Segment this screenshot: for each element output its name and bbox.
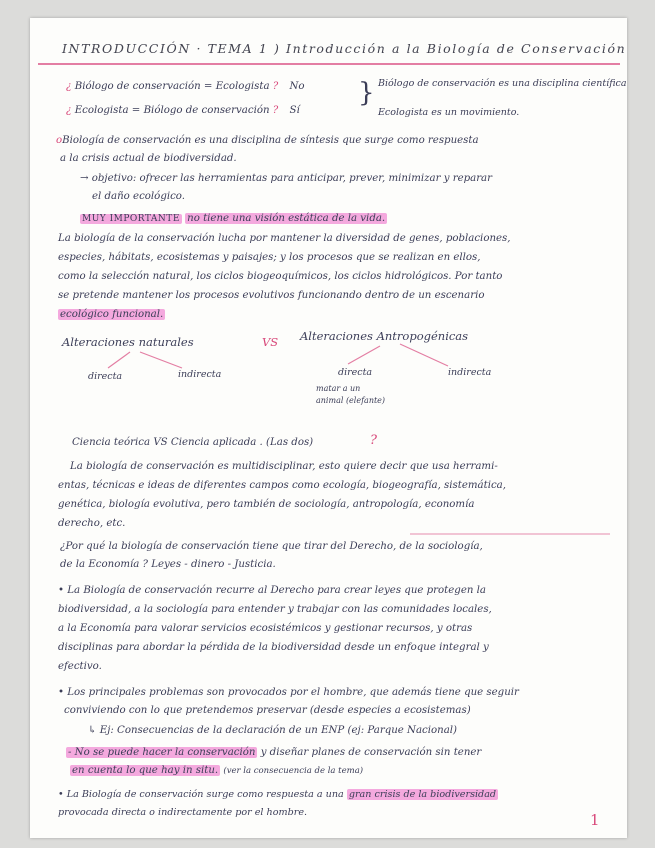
q2-text: Ecologista = Biólogo de conservación [74, 105, 270, 116]
muy-importante-label: MUY IMPORTANTE [82, 214, 180, 224]
definition-text-1: Biología de conservación es una disciplina de síntesis que surge como respuesta [62, 135, 479, 146]
q2-qmark: ? [272, 105, 279, 116]
q2-answer: Sí [289, 105, 300, 116]
paragraph-2-line-1: La biología de conservación es multidisciplinar, esto quiere decir que usa herrami- [70, 461, 498, 472]
section-divider [410, 533, 610, 535]
no-se-line-2 [70, 764, 363, 778]
ciencia-question: ? [370, 433, 377, 448]
final-text-1: • La Biología de conservación surge como respuesta a una [58, 789, 344, 800]
no-se-line-1 [66, 746, 481, 759]
final-line-2: provocada directa o indirectamente por el hombre. [58, 807, 308, 818]
paragraph-2-line-3: genética, biología evolutiva, pero también de sociología, antropología, economía [58, 499, 475, 510]
indirecta-antropogenica: indirecta [448, 367, 492, 378]
paragraph-2-line-2: entas, técnicas e ideas de diferentes campos como ecología, biogeografía, sistemática, [58, 480, 506, 491]
question-3-line-1: ¿Por qué la biología de conservación tiene que tirar del Derecho, de la sociología, [60, 541, 483, 552]
muy-importante-text: no tiene una visión estática de la vida. [187, 213, 386, 224]
no-se-text-1: y diseñar planes de conservación sin tener [260, 747, 482, 758]
alteraciones-antropogenicas: Alteraciones Antropogénicas [300, 329, 469, 343]
example-line: ↳ Ej: Consecuencias de la declaración de un ENP (ej: Parque Nacional) [88, 725, 458, 736]
paragraph-3-line-1: • La Biología de conservación recurre al Derecho para crear leyes que protegen la [58, 585, 486, 596]
paragraph-3-line-2: biodiversidad, a la sociología para entender y trabajar con las comunidades locales, [58, 604, 492, 615]
directa-natural: directa [88, 371, 123, 382]
directa-antropogenica: directa [338, 367, 373, 378]
definition-line-2: a la crisis actual de biodiversidad. [60, 153, 237, 164]
objetivo-line-2: el daño ecológico. [92, 191, 185, 202]
objetivo-line-1: → objetivo: ofrecer las herramientas para anticipar, prever, minimizar y reparar [80, 173, 493, 184]
paragraph-1-line-4: se pretende mantener los procesos evolutivos funcionando dentro de un escenario [58, 290, 485, 301]
paragraph-1-line-1: La biología de la conservación lucha por mantener la diversidad de genes, poblaciones, [58, 233, 511, 244]
paragraph-1-line-2: especies, hábitats, ecosistemas y paisajes; y los procesos que se realizan en ellos, [58, 252, 481, 263]
final-highlight: gran crisis de la biodiversidad [348, 789, 497, 800]
final-line-1 [58, 788, 498, 801]
page-number: 1 [590, 811, 600, 829]
q2-mark: ¿ [66, 105, 72, 116]
q1-text: Biólogo de conservación = Ecologista [74, 81, 270, 92]
question-3-line-2: de la Economía ? Leyes - dinero - Justicia. [60, 559, 276, 570]
vs-label-1: VS [262, 335, 279, 349]
no-se-highlight-1: - No se puede hacer la conservación [68, 747, 256, 758]
matar-line-1: matar a un [316, 384, 361, 393]
paragraph-1-highlight: ecológico funcional. [60, 309, 164, 320]
brace-note-2: Ecologista es un movimiento. [378, 107, 520, 118]
no-se-highlight-2: en cuenta lo que hay in situ. [72, 765, 219, 776]
paragraph-3-line-3: a la Economía para valorar servicios ecosistémicos y gestionar recursos, y otras [58, 623, 473, 634]
paragraph-3-line-4: disciplinas para abordar la pérdida de la biodiversidad desde un enfoque integral y [58, 642, 489, 653]
ciencia-line: Ciencia teórica VS Ciencia aplicada . (Las dos) [72, 437, 314, 448]
bullet-dot: o [56, 135, 63, 146]
paragraph-2-line-4: derecho, etc. [58, 518, 126, 529]
brace-note-1: Biólogo de conservación es una disciplina científica [378, 78, 627, 89]
no-se-text-2: (ver la consecuencia de la tema) [223, 766, 364, 776]
paragraph-1-line-3: como la selección natural, los ciclos biogeoquímicos, los ciclos hidrológicos. Por tanto [58, 271, 503, 282]
brace-symbol: } [358, 78, 375, 108]
page-title: INTRODUCCIÓN · TEMA 1 ) Introducción a la Biología de Conservación [62, 41, 627, 56]
matar-line-2: animal (elefante) [316, 396, 386, 405]
indirecta-natural: indirecta [178, 369, 222, 380]
alteraciones-naturales: Alteraciones naturales [62, 335, 194, 349]
notebook-page [30, 18, 627, 838]
q1-answer: No [289, 81, 305, 92]
paragraph-4-line-1: • Los principales problemas son provocados por el hombre, que además tiene que seguir [58, 687, 519, 698]
q1-qmark: ? [272, 81, 279, 92]
q1-mark: ¿ [66, 81, 72, 92]
paragraph-3-line-5: efectivo. [58, 661, 102, 672]
paragraph-4-line-2: conviviendo con lo que pretendemos preservar (desde especies a ecosistemas) [64, 705, 471, 716]
